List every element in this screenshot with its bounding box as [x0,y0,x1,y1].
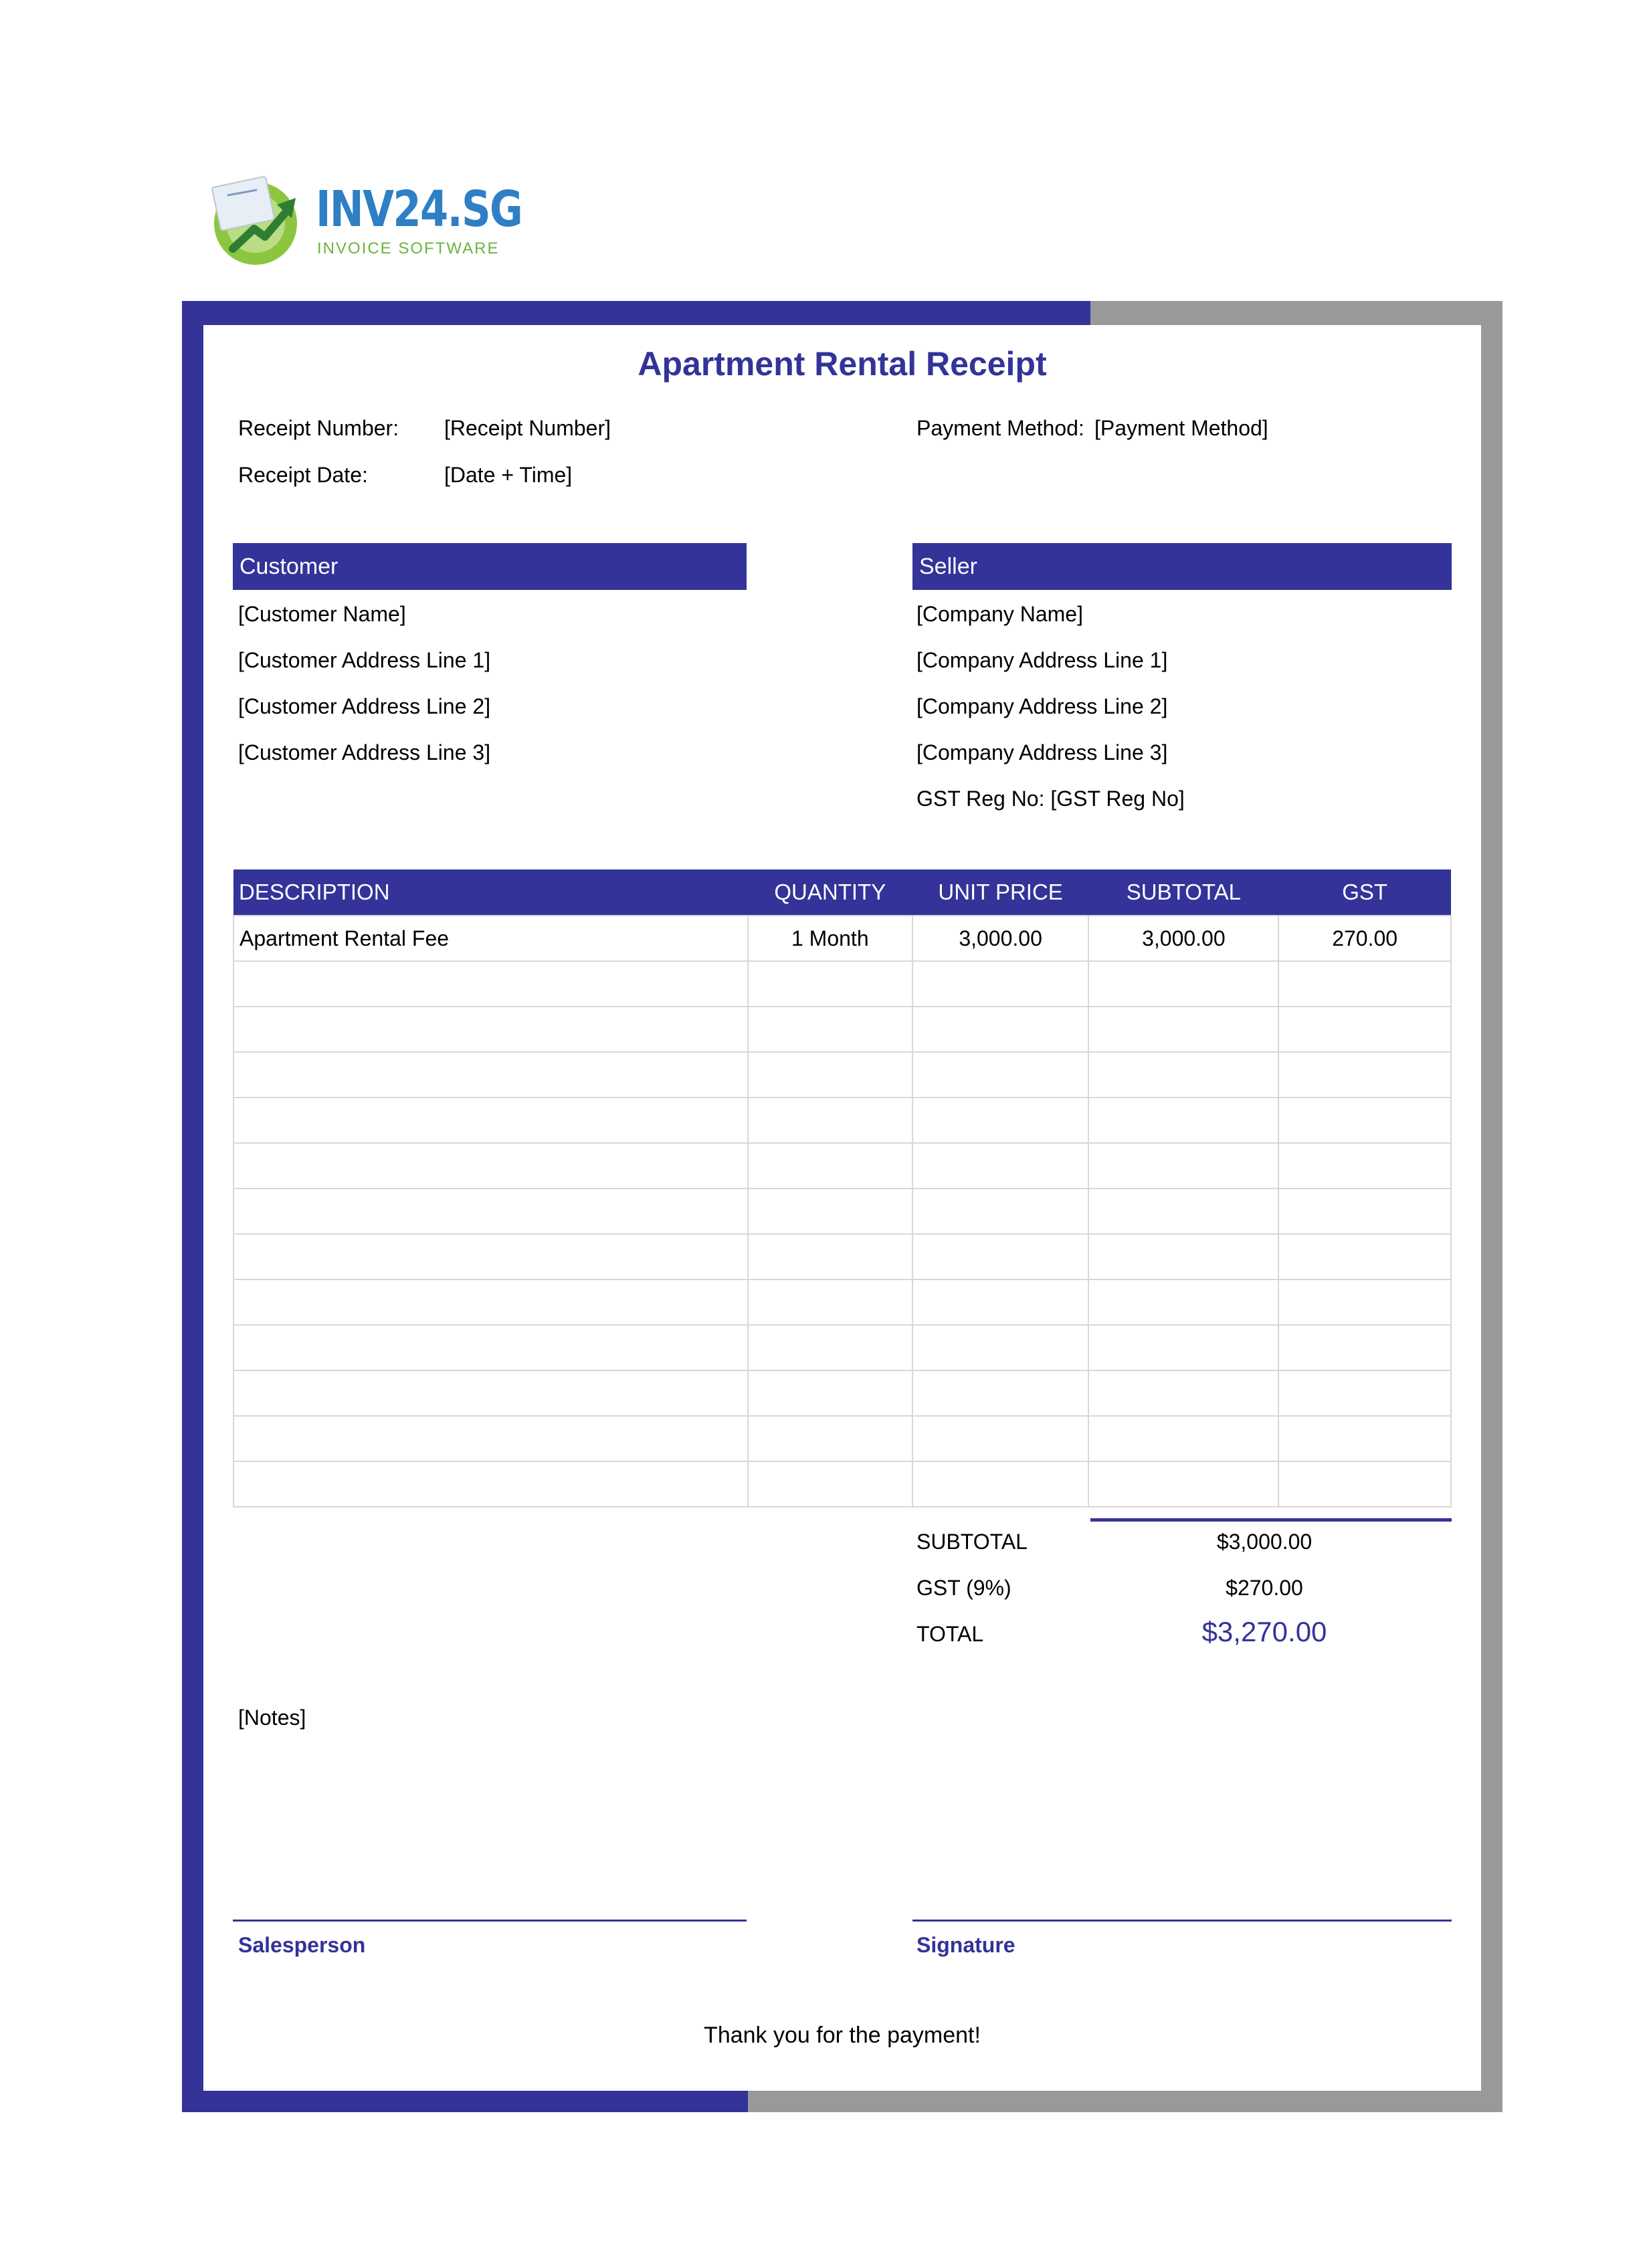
empty-cell [233,1325,748,1370]
empty-cell [1278,1052,1451,1098]
empty-cell [748,1189,912,1234]
table-row-empty [233,1325,1451,1370]
logo-name: INV24.SG [316,181,522,238]
logo-chart-icon [207,175,314,269]
empty-cell [1088,1098,1278,1143]
empty-cell [1088,1143,1278,1189]
empty-cell [1278,1461,1451,1507]
empty-cell [912,1052,1089,1098]
empty-cell [748,1325,912,1370]
empty-cell [748,1279,912,1325]
empty-cell [1088,1416,1278,1461]
col-gst: GST [1278,869,1451,916]
frame-bottom-blue [182,2091,748,2112]
empty-cell [912,1098,1089,1143]
subtotal-label: SUBTOTAL [916,1530,1028,1554]
empty-cell [748,1416,912,1461]
table-row-empty [233,1461,1451,1507]
payment-method-label: Payment Method: [916,416,1084,440]
empty-cell [748,1143,912,1189]
empty-cell [233,1279,748,1325]
receipt-number-label: Receipt Number: [238,416,399,440]
frame-top-blue [182,301,1090,325]
signature-line [912,1920,1452,1922]
empty-cell [233,1189,748,1234]
total-value: $3,270.00 [1201,1616,1327,1647]
seller-line: [Company Name] [916,602,1083,626]
customer-line: [Customer Address Line 2] [238,694,491,718]
totals-divider [1090,1518,1452,1522]
subtotal-value: $3,000.00 [1216,1530,1313,1554]
empty-cell [233,961,748,1007]
empty-cell [912,1416,1089,1461]
empty-cell [912,961,1089,1007]
empty-cell [1088,1461,1278,1507]
empty-cell [233,1052,748,1098]
empty-cell [748,961,912,1007]
empty-cell [912,1007,1089,1052]
empty-cell [1088,1189,1278,1234]
receipt-date-value: [Date + Time] [444,463,573,487]
empty-cell [1088,1279,1278,1325]
empty-cell [1278,1325,1451,1370]
empty-cell [1088,1234,1278,1279]
receipt-date-label: Receipt Date: [238,463,368,487]
table-row-empty [233,1234,1451,1279]
total-label: TOTAL [916,1622,984,1646]
cell-gst: 270.00 [1278,916,1451,961]
company-logo [207,175,522,269]
empty-cell [748,1461,912,1507]
empty-cell [748,1007,912,1052]
cell-subtotal: 3,000.00 [1088,916,1278,961]
empty-cell [748,1234,912,1279]
empty-cell [233,1416,748,1461]
empty-cell [233,1143,748,1189]
col-description: DESCRIPTION [233,869,748,916]
frame-left [182,301,203,2112]
empty-cell [233,1461,748,1507]
empty-cell [748,1052,912,1098]
empty-cell [1088,1325,1278,1370]
frame-top-gray [1090,301,1503,325]
gst-label: GST (9%) [916,1576,1011,1600]
empty-cell [1278,1189,1451,1234]
empty-cell [1278,1007,1451,1052]
gst-value: $270.00 [1226,1576,1303,1600]
seller-line: [Company Address Line 3] [916,740,1168,764]
table-row-empty [233,1098,1451,1143]
col-unit-price: UNIT PRICE [912,869,1089,916]
customer-header: Customer [233,543,747,590]
table-row-empty [233,1007,1451,1052]
empty-cell [233,1234,748,1279]
table-row-empty [233,1370,1451,1416]
table-row-empty [233,1189,1451,1234]
seller-header: Seller [912,543,1452,590]
empty-cell [1278,1098,1451,1143]
col-subtotal: SUBTOTAL [1088,869,1278,916]
empty-cell [912,1189,1089,1234]
empty-cell [748,1370,912,1416]
table-row-empty [233,1416,1451,1461]
empty-cell [233,1098,748,1143]
seller-line: [Company Address Line 1] [916,648,1168,672]
receipt-number-value: [Receipt Number] [444,416,611,440]
empty-cell [1088,1007,1278,1052]
footer-thanks: Thank you for the payment! [704,2023,981,2048]
items-header-row [233,869,1451,916]
empty-cell [912,1234,1089,1279]
cell-quantity: 1 Month [748,916,912,961]
salesperson-line [233,1920,747,1922]
empty-cell [1278,961,1451,1007]
empty-cell [1088,961,1278,1007]
page-title: Apartment Rental Receipt [638,345,1047,383]
empty-cell [1278,1416,1451,1461]
empty-cell [1278,1234,1451,1279]
logo-tagline: INVOICE SOFTWARE [317,239,500,257]
empty-cell [748,1098,912,1143]
salesperson-label: Salesperson [238,1933,366,1957]
table-row-empty [233,961,1451,1007]
frame-bottom-gray [748,2091,1503,2112]
notes: [Notes] [238,1706,306,1730]
empty-cell [912,1279,1089,1325]
empty-cell [912,1143,1089,1189]
customer-line: [Customer Address Line 1] [238,648,491,672]
table-row-empty [233,1143,1451,1189]
cell-unit-price: 3,000.00 [912,916,1089,961]
empty-cell [912,1370,1089,1416]
table-row-empty [233,1279,1451,1325]
empty-cell [1088,1370,1278,1416]
frame-right [1481,301,1503,2112]
empty-cell [1278,1279,1451,1325]
seller-line: [Company Address Line 2] [916,694,1168,718]
col-quantity: QUANTITY [748,869,912,916]
seller-gst-reg: GST Reg No: [GST Reg No] [916,787,1185,811]
customer-line: [Customer Name] [238,602,406,626]
empty-cell [233,1370,748,1416]
empty-cell [233,1007,748,1052]
payment-method-value: [Payment Method] [1094,416,1268,440]
items-table [233,869,1452,1508]
empty-cell [912,1325,1089,1370]
empty-cell [912,1461,1089,1507]
empty-cell [1278,1370,1451,1416]
table-row [233,916,1451,961]
signature-label: Signature [916,1933,1015,1957]
cell-description: Apartment Rental Fee [233,916,748,961]
table-row-empty [233,1052,1451,1098]
empty-cell [1278,1143,1451,1189]
empty-cell [1088,1052,1278,1098]
customer-line: [Customer Address Line 3] [238,740,491,764]
